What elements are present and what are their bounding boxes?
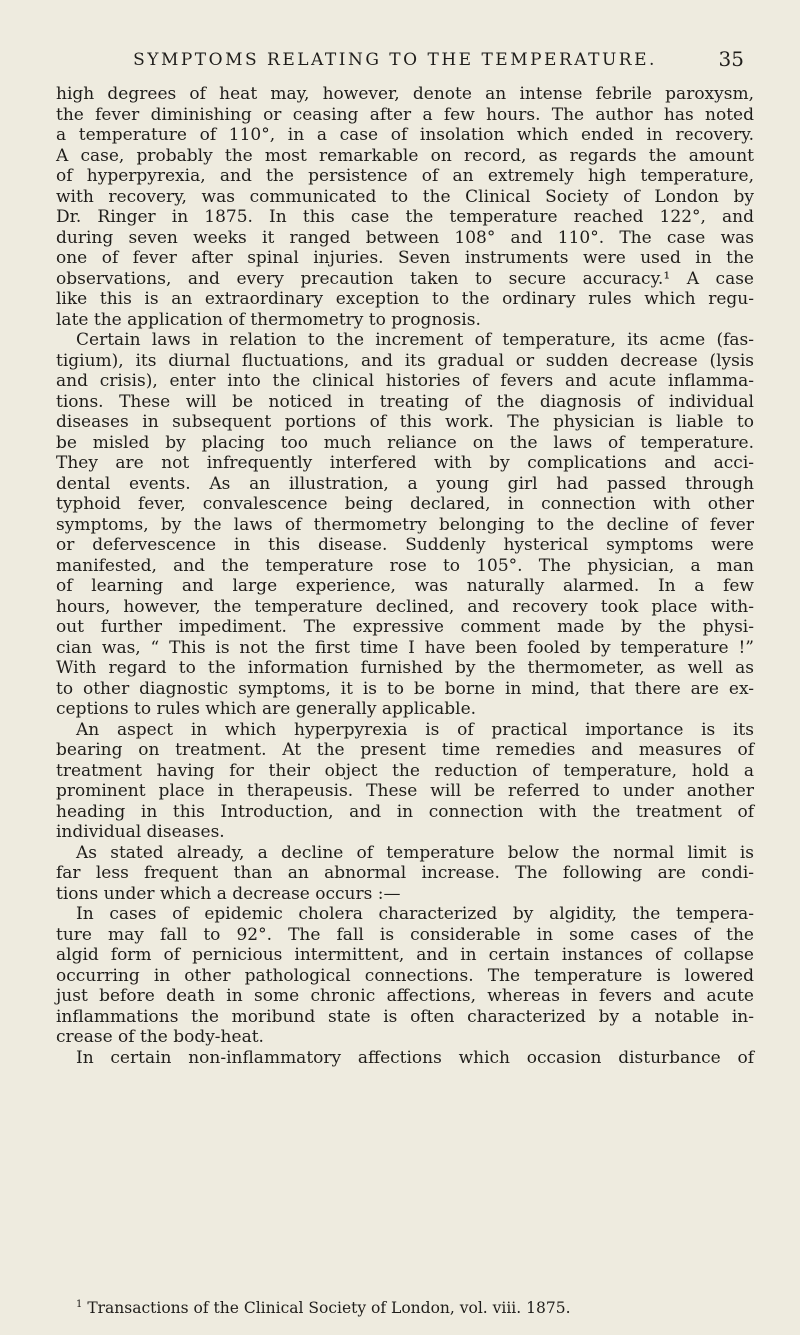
text-line: tigium), its diurnal fluctuations, and its gradual or sudden decrease (lysis — [56, 350, 754, 371]
text-line: one of fever after spinal injuries. Seven instruments were used in the — [56, 248, 754, 268]
text-line: hours, however, the temperature declined, and recovery took place with- — [56, 596, 754, 617]
text-line: In cases of epidemic cholera characterized by algidity, the tempera- — [76, 904, 754, 924]
text-line: They are not infrequently interfered with by complications and acci- — [56, 453, 754, 473]
text-line: the fever diminishing or ceasing after a few hours. The author has noted — [56, 104, 754, 125]
footnote-text: Transactions of the Clinical Society of London, vol. viii. 1875. — [87, 1299, 571, 1318]
text-line: with recovery, was communicated to the Clinical Society of London by — [56, 186, 754, 207]
text-line: and crisis), enter into the clinical histories of fevers and acute inflamma- — [56, 371, 754, 391]
text-line: of learning and large experience, was naturally alarmed. In a few — [56, 576, 754, 596]
footnote-marker: 1 — [76, 1299, 83, 1310]
text-line: or defervescence in this disease. Suddenly hysterical symptoms were — [56, 535, 754, 555]
page-number: 35 — [718, 47, 744, 71]
text-line: Dr. Ringer in 1875. In this case the temperature reached 122°, and — [56, 207, 754, 227]
text-line: In certain non-inflammatory affections which occasion disturbance of — [76, 1047, 754, 1068]
text-line: far less frequent than an abnormal increase. The following are condi- — [56, 863, 754, 883]
text-line: inflammations the moribund state is often characterized by a notable in- — [56, 1006, 754, 1027]
text-line: during seven weeks it ranged between 108° and 110°. The case was — [56, 227, 754, 248]
text-line: be misled by placing too much reliance on the laws of temperature. — [56, 432, 754, 453]
text-line: ceptions to rules which are generally applicable. — [56, 699, 477, 719]
text-line: An aspect in which hyperpyrexia is of practical importance is its — [76, 719, 754, 740]
text-line: tions under which a decrease occurs :— — [56, 883, 401, 904]
text-line: tions. These will be noticed in treating of the diagnosis of individual — [56, 391, 754, 412]
text-line: Certain laws in relation to the increment of temperature, its acme (fas- — [76, 330, 754, 350]
text-line: observations, and every precaution taken to secure accuracy.¹ A case — [56, 268, 754, 289]
text-line: algid form of pernicious intermittent, and in certain instances of collapse — [56, 945, 754, 965]
text-line: diseases in subsequent portions of this work. The physician is liable to — [56, 412, 754, 432]
text-line: of hyperpyrexia, and the persistence of an extremely high temperature, — [56, 166, 754, 186]
text-line: to other diagnostic symptoms, it is to be borne in mind, that there are ex- — [56, 678, 754, 699]
text-line: like this is an extraordinary exception to the ordinary rules which regu- — [56, 289, 754, 309]
text-line: a temperature of 110°, in a case of insolation which ended in recovery. — [56, 125, 754, 145]
text-line: With regard to the information furnished by the thermometer, as well as — [56, 658, 754, 678]
text-line: late the application of thermometry to prognosis. — [56, 309, 481, 330]
text-line: treatment having for their object the reduction of temperature, hold a — [56, 760, 754, 781]
text-line: A case, probably the most remarkable on record, as regards the amount — [56, 145, 754, 166]
text-line: bearing on treatment. At the present time remedies and measures of — [56, 740, 754, 760]
text-line: just before death in some chronic affections, whereas in fevers and acute — [56, 986, 754, 1006]
text-line: typhoid fever, convalescence being declared, in connection with other — [56, 494, 754, 514]
text-line: manifested, and the temperature rose to 105°. The physician, a man — [56, 555, 754, 576]
text-line: occurring in other pathological connections. The temperature is lowered — [56, 965, 754, 986]
footnote — [76, 1299, 756, 1317]
text-line: crease of the body-heat. — [56, 1027, 264, 1047]
text-line: high degrees of heat may, however, denote an intense febrile paroxysm, — [56, 84, 754, 104]
text-line: ture may fall to 92°. The fall is considerable in some cases of the — [56, 924, 754, 945]
body-text — [56, 84, 754, 1068]
text-line: out further impediment. The expressive comment made by the physi- — [56, 617, 754, 637]
text-line: cian was, “ This is not the first time I have been fooled by temperature !” — [56, 637, 754, 658]
text-line: prominent place in therapeusis. These will be referred to under another — [56, 781, 754, 801]
text-line: dental events. As an illustration, a young girl had passed through — [56, 473, 754, 494]
running-head: SYMPTOMS RELATING TO THE TEMPERATURE. — [133, 50, 657, 70]
text-line: symptoms, by the laws of thermometry belonging to the decline of fever — [56, 514, 754, 535]
text-line: heading in this Introduction, and in connection with the treatment of — [56, 801, 754, 822]
text-line: As stated already, a decline of temperature below the normal limit is — [76, 842, 754, 863]
text-line: individual diseases. — [56, 822, 225, 842]
